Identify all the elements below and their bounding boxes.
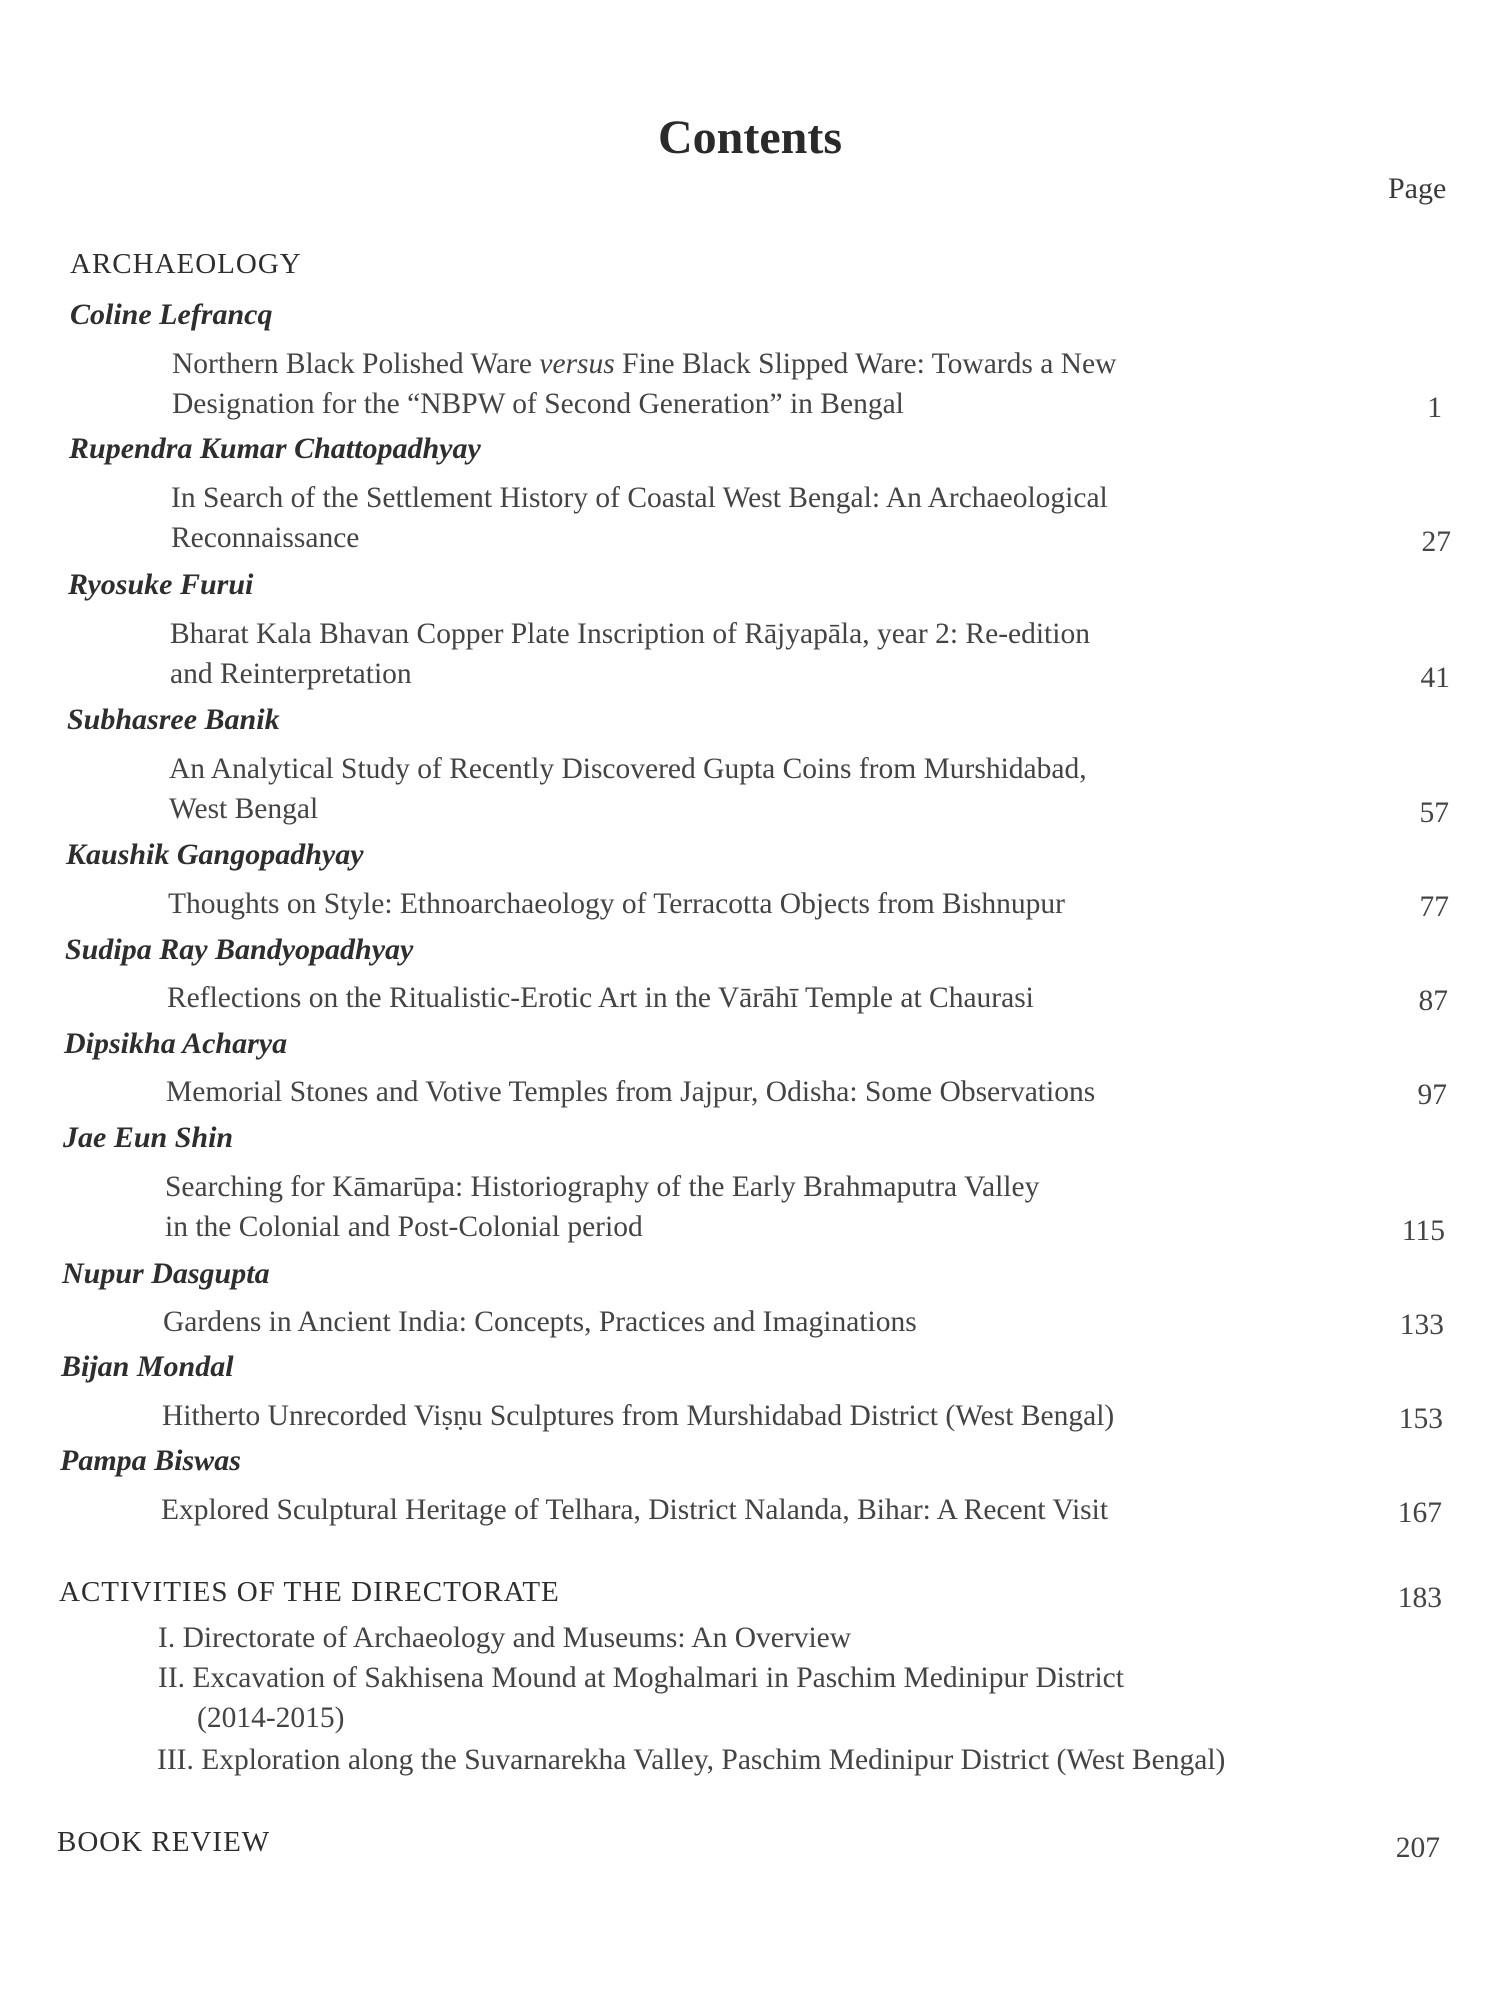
activity-item: III. Exploration along the Suvarnarekha Valley, Paschim Medinipur District (West Bengal) xyxy=(157,1744,1226,1776)
entry-title-line: Reconnaissance xyxy=(171,522,360,554)
entry-title-emphasis: versus xyxy=(539,348,615,380)
entry-page-number: 115 xyxy=(1401,1215,1445,1247)
entry-page-number: 133 xyxy=(1399,1309,1444,1341)
entry-author: Dipsikha Acharya xyxy=(64,1027,288,1060)
entry-title-line: Searching for Kāmarūpa: Historiography of the Early Brahmaputra Valley xyxy=(165,1171,1040,1203)
entry-author: Rupendra Kumar Chattopadhyay xyxy=(69,432,481,465)
entry-author: Subhasree Banik xyxy=(67,703,280,736)
entry-title-line: Explored Sculptural Heritage of Telhara, District Nalanda, Bihar: A Recent Visit xyxy=(161,1494,1109,1526)
entry-author: Jae Eun Shin xyxy=(63,1121,234,1154)
entry-page-number: 1 xyxy=(1427,392,1442,424)
entry-page-number: 77 xyxy=(1419,891,1449,923)
page-column-header: Page xyxy=(1388,172,1447,205)
entry-title-line: Reflections on the Ritualistic-Erotic Art in the Vārāhī Temple at Chaurasi xyxy=(167,982,1034,1014)
entry-page-number: 153 xyxy=(1398,1403,1443,1435)
section-heading-archaeology: ARCHAEOLOGY xyxy=(70,248,302,280)
entry-title-line xyxy=(172,344,1116,384)
section-heading-book-review: BOOK REVIEW xyxy=(57,1826,271,1858)
entry-author: Pampa Biswas xyxy=(60,1444,241,1477)
entry-author: Ryosuke Furui xyxy=(68,568,254,601)
entry-author: Kaushik Gangopadhyay xyxy=(66,838,364,871)
entry-page-number: 97 xyxy=(1417,1079,1447,1111)
entry-page-number: 87 xyxy=(1418,985,1448,1017)
entry-title-line: Thoughts on Style: Ethnoarchaeology of Terracotta Objects from Bishnupur xyxy=(168,888,1065,920)
activity-item: II. Excavation of Sakhisena Mound at Moghalmari in Paschim Medinipur District xyxy=(158,1662,1124,1694)
entry-page-number: 27 xyxy=(1421,526,1451,558)
entry-author: Bijan Mondal xyxy=(61,1350,234,1383)
section-page-number: 207 xyxy=(1395,1832,1440,1864)
entry-title-line: Gardens in Ancient India: Concepts, Practices and Imaginations xyxy=(163,1306,917,1338)
entry-author: Nupur Dasgupta xyxy=(62,1257,270,1290)
entry-title-line: in the Colonial and Post-Colonial period xyxy=(165,1211,643,1243)
entry-title-line: and Reinterpretation xyxy=(170,658,412,690)
entry-title-text: Northern Black Polished Ware xyxy=(172,348,540,380)
section-heading-activities: ACTIVITIES OF THE DIRECTORATE xyxy=(59,1576,560,1608)
entry-title-line: West Bengal xyxy=(169,793,319,825)
entry-page-number: 41 xyxy=(1420,662,1450,694)
entry-title-line: Memorial Stones and Votive Temples from Jajpur, Odisha: Some Observations xyxy=(166,1076,1096,1108)
entry-title-line: An Analytical Study of Recently Discovered Gupta Coins from Murshidabad, xyxy=(169,753,1087,785)
page-title: Contents xyxy=(657,111,842,164)
section-page-number: 183 xyxy=(1397,1582,1442,1614)
entry-title-line: In Search of the Settlement History of Coastal West Bengal: An Archaeological xyxy=(171,482,1108,514)
entry-title-text: Fine Black Slipped Ware: Towards a New xyxy=(614,348,1117,380)
entry-page-number: 57 xyxy=(1419,797,1449,829)
entry-title-line: Hitherto Unrecorded Viṣṇu Sculptures from Murshidabad District (West Bengal) xyxy=(162,1400,1115,1432)
activity-item: I. Directorate of Archaeology and Museums: An Overview xyxy=(158,1622,852,1654)
activity-item-continuation: (2014-2015) xyxy=(197,1702,345,1734)
entry-title-line: Designation for the “NBPW of Second Generation” in Bengal xyxy=(172,388,904,420)
entry-author: Sudipa Ray Bandyopadhyay xyxy=(65,933,414,966)
entry-page-number: 167 xyxy=(1397,1497,1442,1529)
entry-title-line: Bharat Kala Bhavan Copper Plate Inscription of Rājyapāla, year 2: Re-edition xyxy=(170,618,1090,650)
entry-author: Coline Lefrancq xyxy=(70,298,273,331)
